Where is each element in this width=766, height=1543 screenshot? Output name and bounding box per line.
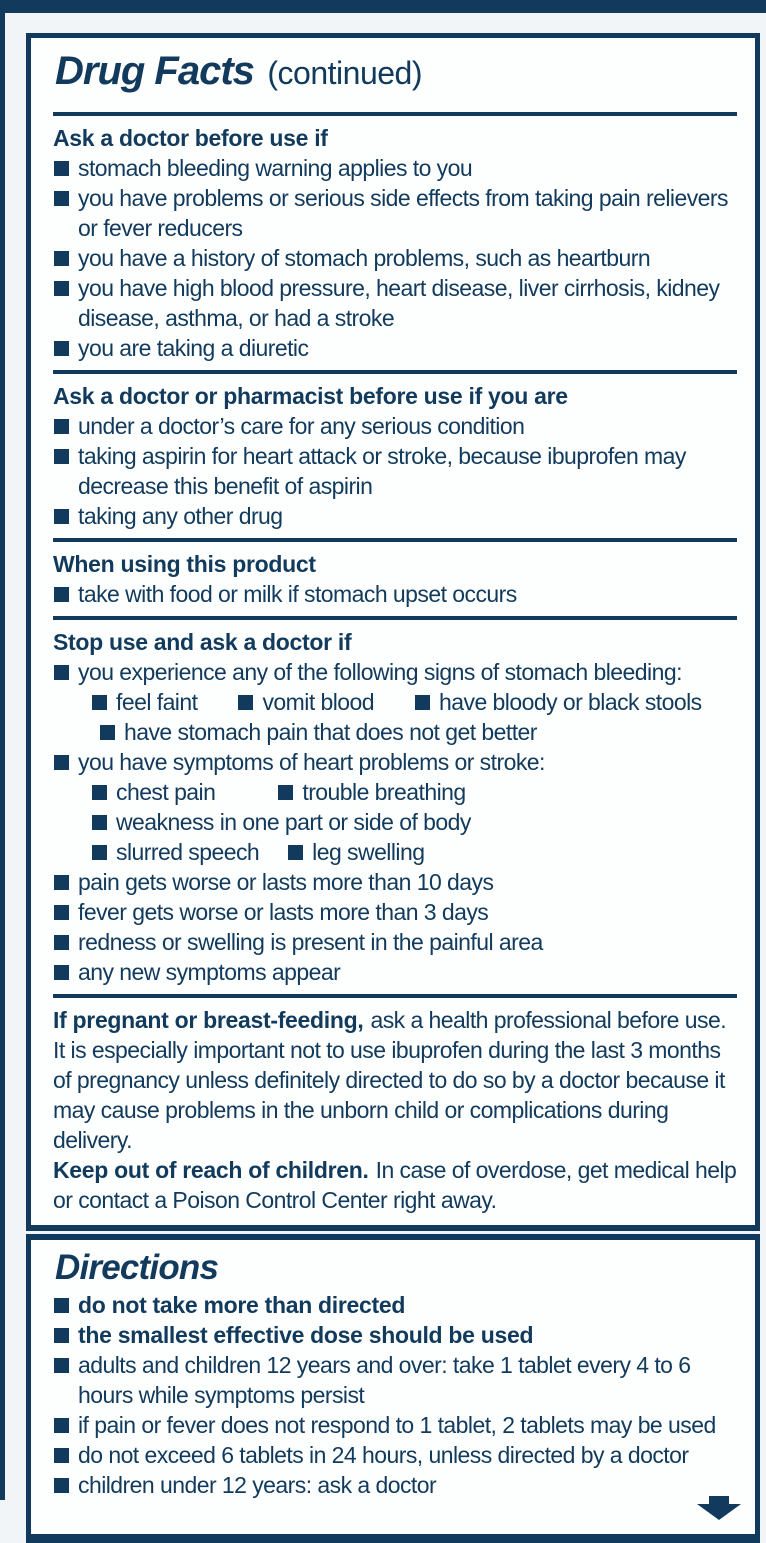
list-item	[53, 441, 737, 501]
bullet-text: children under 12 years: ask a doctor	[78, 1472, 437, 1498]
list-item	[53, 957, 737, 987]
bullet-square-icon	[54, 509, 69, 524]
bullet-square-icon	[54, 665, 69, 680]
bullet-square-icon	[54, 1478, 69, 1493]
warning-text: In case of overdose, get medical help or contact a Poison Control Center right away.	[53, 1157, 737, 1213]
section-heading-stop-use: Stop use and ask a doctor if	[53, 629, 352, 655]
bullet-square-icon	[54, 875, 69, 890]
list-item	[53, 501, 737, 531]
bullet-list	[53, 747, 737, 777]
sub-bullet	[237, 687, 374, 717]
bullet-square-icon	[54, 965, 69, 980]
bullet-text: taking aspirin for heart attack or stroke, because ibuprofen may decrease this benefit of aspirin	[78, 443, 686, 499]
sub-bullet-row	[91, 687, 737, 717]
sub-bullet-row	[99, 717, 737, 747]
bullet-text: you have symptoms of heart problems or stroke:	[78, 749, 545, 775]
bullet-text: have stomach pain that does not get better	[124, 719, 537, 745]
bullet-text: taking any other drug	[78, 503, 283, 529]
bullet-text: chest pain	[116, 779, 216, 805]
bullet-list	[53, 1290, 737, 1500]
bullet-square-icon	[54, 905, 69, 920]
bullet-text: the smallest effective dose should be used	[78, 1322, 534, 1348]
bullet-square-icon	[92, 785, 107, 800]
bullet-text: redness or swelling is present in the painful area	[78, 929, 543, 955]
bullet-text: weakness in one part or side of body	[116, 809, 471, 835]
bullet-text: you are taking a diuretic	[78, 335, 309, 361]
bullet-square-icon	[92, 815, 107, 830]
bullet-square-icon	[54, 191, 69, 206]
bullet-text: you have problems or serious side effects from taking pain relievers or fever reducers	[78, 185, 728, 241]
sub-bullet	[91, 807, 471, 837]
bullet-text: leg swelling	[312, 839, 425, 865]
bullet-square-icon	[54, 1358, 69, 1373]
bullet-square-icon	[54, 251, 69, 266]
bullet-text: do not take more than directed	[78, 1292, 406, 1318]
bullet-text: fever gets worse or lasts more than 3 days	[78, 899, 489, 925]
list-item	[53, 243, 737, 273]
bullet-text: have bloody or black stools	[439, 689, 702, 715]
bullet-text: you have a history of stomach problems, such as heartburn	[78, 245, 651, 271]
list-item	[53, 867, 737, 897]
bullet-list	[53, 411, 737, 531]
bullet-square-icon	[92, 845, 107, 860]
section-heading-when-using: When using this product	[53, 551, 316, 577]
list-item	[53, 1440, 737, 1470]
bullet-square-icon	[288, 845, 303, 860]
bullet-square-icon	[54, 1328, 69, 1343]
bullet-text: vomit blood	[262, 689, 375, 715]
list-item	[53, 657, 737, 687]
sub-bullet	[277, 777, 465, 807]
sub-bullet	[99, 717, 537, 747]
section-divider	[53, 112, 737, 116]
bullet-square-icon	[54, 755, 69, 770]
bullet-square-icon	[54, 449, 69, 464]
list-item	[53, 1320, 737, 1350]
list-item	[53, 747, 737, 777]
bullet-text: pain gets worse or lasts more than 10 days	[78, 869, 494, 895]
list-item	[53, 1410, 737, 1440]
section-divider	[53, 538, 737, 542]
bullet-square-icon	[54, 1448, 69, 1463]
warning-lead: Keep out of reach of children.	[53, 1157, 369, 1183]
sub-bullet	[414, 687, 702, 717]
list-item	[53, 333, 737, 363]
sub-bullet	[91, 687, 197, 717]
list-item	[53, 153, 737, 183]
warning-text: ask a health professional before use. It is especially important not to use ibuprofen during the last 3 months of pregnancy unless definitely directed to do so by a doctor because it may cause problems in the unborn child or complications during delivery.	[53, 1007, 727, 1153]
bullet-square-icon	[54, 281, 69, 296]
bullet-text: do not exceed 6 tablets in 24 hours, unless directed by a doctor	[78, 1442, 689, 1468]
bullet-square-icon	[278, 785, 293, 800]
bullet-square-icon	[100, 725, 115, 740]
bullet-square-icon	[54, 161, 69, 176]
bullet-text: under a doctor’s care for any serious condition	[78, 413, 525, 439]
list-item	[53, 897, 737, 927]
list-item	[53, 1290, 737, 1320]
pregnancy-warning	[53, 1005, 737, 1155]
bullet-text: trouble breathing	[302, 779, 466, 805]
section-heading-ask-doctor: Ask a doctor before use if	[53, 125, 328, 151]
bullet-square-icon	[54, 1418, 69, 1433]
outer-left-border	[0, 0, 5, 1500]
bullet-list	[53, 153, 737, 363]
drug-facts-panel	[26, 33, 760, 1231]
bullet-text: if pain or fever does not respond to 1 tablet, 2 tablets may be used	[78, 1412, 716, 1438]
panel-title	[53, 44, 737, 105]
list-item	[53, 183, 737, 243]
bullet-list	[53, 867, 737, 987]
bullet-square-icon	[54, 587, 69, 602]
drug-facts-title: Drug Facts	[55, 49, 254, 93]
bullet-text: adults and children 12 years and over: take 1 tablet every 4 to 6 hours while symptoms persist	[78, 1352, 691, 1408]
outer-top-border	[0, 0, 766, 13]
list-item	[53, 1470, 737, 1500]
bullet-text: slurred speech	[116, 839, 260, 865]
sub-bullet	[287, 837, 424, 867]
bullet-square-icon	[54, 341, 69, 356]
sub-bullet	[91, 837, 259, 867]
list-item	[53, 1350, 737, 1410]
continued-label: (continued)	[267, 55, 422, 91]
bullet-square-icon	[54, 935, 69, 950]
bullet-text: stomach bleeding warning applies to you	[78, 155, 473, 181]
section-heading-ask-doctor-pharmacist: Ask a doctor or pharmacist before use if you are	[53, 383, 568, 409]
bullet-text: you have high blood pressure, heart disease, liver cirrhosis, kidney disease, asthma, or had a stroke	[78, 275, 720, 331]
list-item	[53, 927, 737, 957]
bullet-text: feel faint	[116, 689, 198, 715]
bullet-list	[53, 657, 737, 687]
bullet-list	[53, 579, 737, 609]
bullet-square-icon	[54, 1298, 69, 1313]
directions-title: Directions	[55, 1248, 219, 1287]
keep-out-of-reach-warning	[53, 1155, 737, 1215]
bullet-text: any new symptoms appear	[78, 959, 341, 985]
list-item	[53, 411, 737, 441]
bullet-text: you experience any of the following signs of stomach bleeding:	[78, 659, 682, 685]
sub-bullet	[91, 777, 215, 807]
section-divider	[53, 994, 737, 998]
bullet-square-icon	[238, 695, 253, 710]
bullet-text: take with food or milk if stomach upset occurs	[78, 581, 517, 607]
sub-bullet-row	[91, 837, 737, 867]
warning-lead: If pregnant or breast-feeding,	[53, 1007, 364, 1033]
list-item	[53, 579, 737, 609]
bullet-square-icon	[415, 695, 430, 710]
bullet-square-icon	[92, 695, 107, 710]
list-item	[53, 273, 737, 333]
bullet-square-icon	[54, 419, 69, 434]
section-divider	[53, 616, 737, 620]
sub-bullet-row	[91, 777, 737, 807]
sub-bullet-row	[91, 807, 737, 837]
section-divider	[53, 370, 737, 374]
directions-panel	[26, 1234, 760, 1543]
